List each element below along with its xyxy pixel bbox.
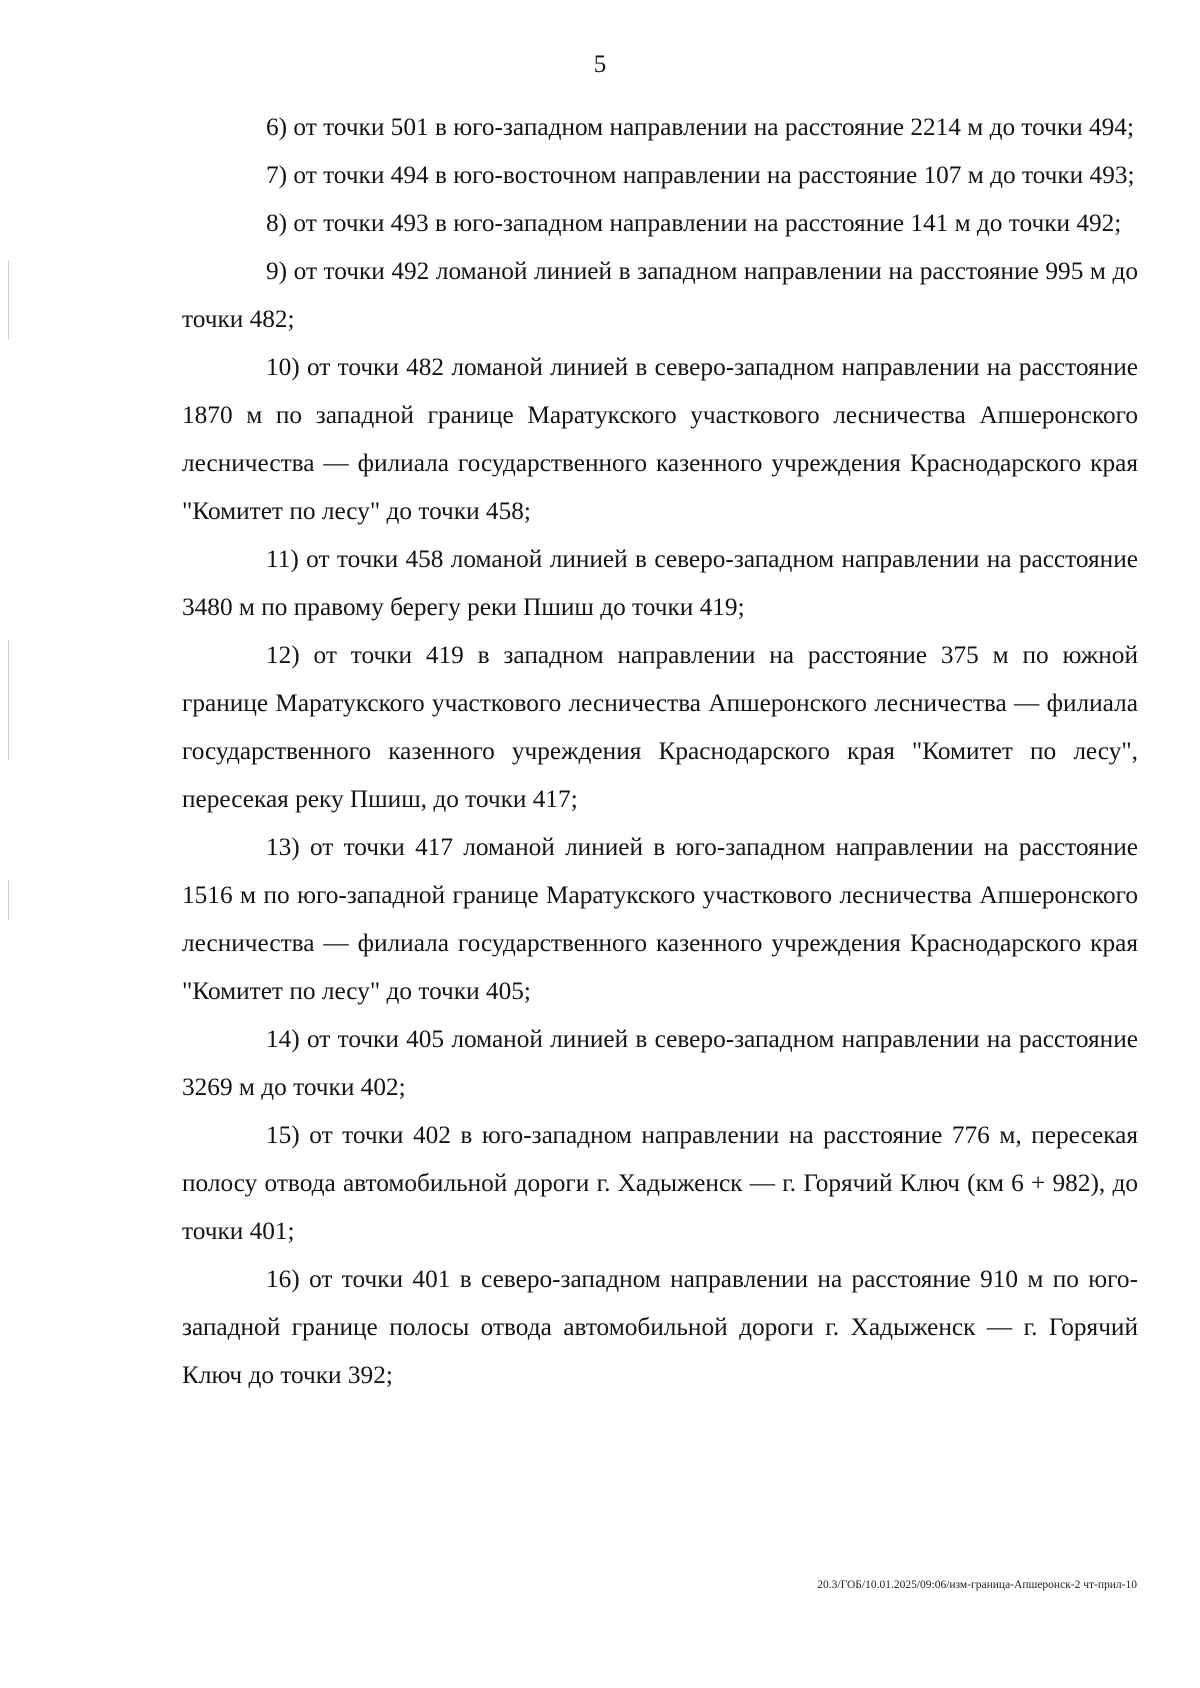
scan-artifact xyxy=(8,640,9,760)
paragraph-item-9: 9) от точки 492 ломаной линией в западном направлении на расстояние 995 м до точки 482; xyxy=(182,257,1138,333)
document-footer-code: 20.3/ГОБ/10.01.2025/09:06/изм-граница-Апшеронск-2 чт-прил-10 xyxy=(817,1579,1137,1591)
paragraph-item-12: 12) от точки 419 в западном направлении на расстояние 375 м по южной границе Маратукского участкового лесничества Апшеронского лесничества — филиала государственного казенного учреждения Краснодарского края "Комитет по лесу", пересекая реку Пшиш, до точки 417; xyxy=(182,641,1138,813)
paragraph-item-16: 16) от точки 401 в северо-западном направлении на расстояние 910 м по юго-западной границе полосы отвода автомобильной дороги г. Хадыженск — г. Горячий Ключ до точки 392; xyxy=(182,1265,1138,1389)
scan-artifact xyxy=(8,260,9,340)
paragraph-item-8: 8) от точки 493 в юго-западном направлении на расстояние 141 м до точки 492; xyxy=(266,209,1122,237)
page-number: 5 xyxy=(593,51,607,78)
paragraph-item-10: 10) от точки 482 ломаной линией в северо-западном направлении на расстояние 1870 м по западной границе Маратукского участкового лесничества Апшеронского лесничества — филиала государственного казенного учреждения Краснодарского края "Комитет по лесу" до точки 458; xyxy=(182,353,1138,525)
paragraph-item-15: 15) от точки 402 в юго-западном направлении на расстояние 776 м, пересекая полосу отвода автомобильной дороги г. Хадыженск — г. Горячий Ключ (км 6 + 982), до точки 401; xyxy=(182,1121,1138,1245)
document-body xyxy=(182,103,1138,1399)
paragraph-item-11: 11) от точки 458 ломаной линией в северо-западном направлении на расстояние 3480 м по правому берегу реки Пшиш до точки 419; xyxy=(182,545,1138,621)
scan-artifact xyxy=(8,880,9,920)
paragraph-item-7: 7) от точки 494 в юго-восточном направлении на расстояние 107 м до точки 493; xyxy=(266,161,1135,189)
paragraph-item-13: 13) от точки 417 ломаной линией в юго-западном направлении на расстояние 1516 м по юго-западной границе Маратукского участкового лесничества Апшеронского лесничества — филиала государственного казенного учреждения Краснодарского края "Комитет по лесу" до точки 405; xyxy=(182,833,1138,1005)
paragraph-item-6: 6) от точки 501 в юго-западном направлении на расстояние 2214 м до точки 494; xyxy=(266,113,1134,141)
paragraph-item-14: 14) от точки 405 ломаной линией в северо-западном направлении на расстояние 3269 м до точки 402; xyxy=(182,1025,1138,1101)
